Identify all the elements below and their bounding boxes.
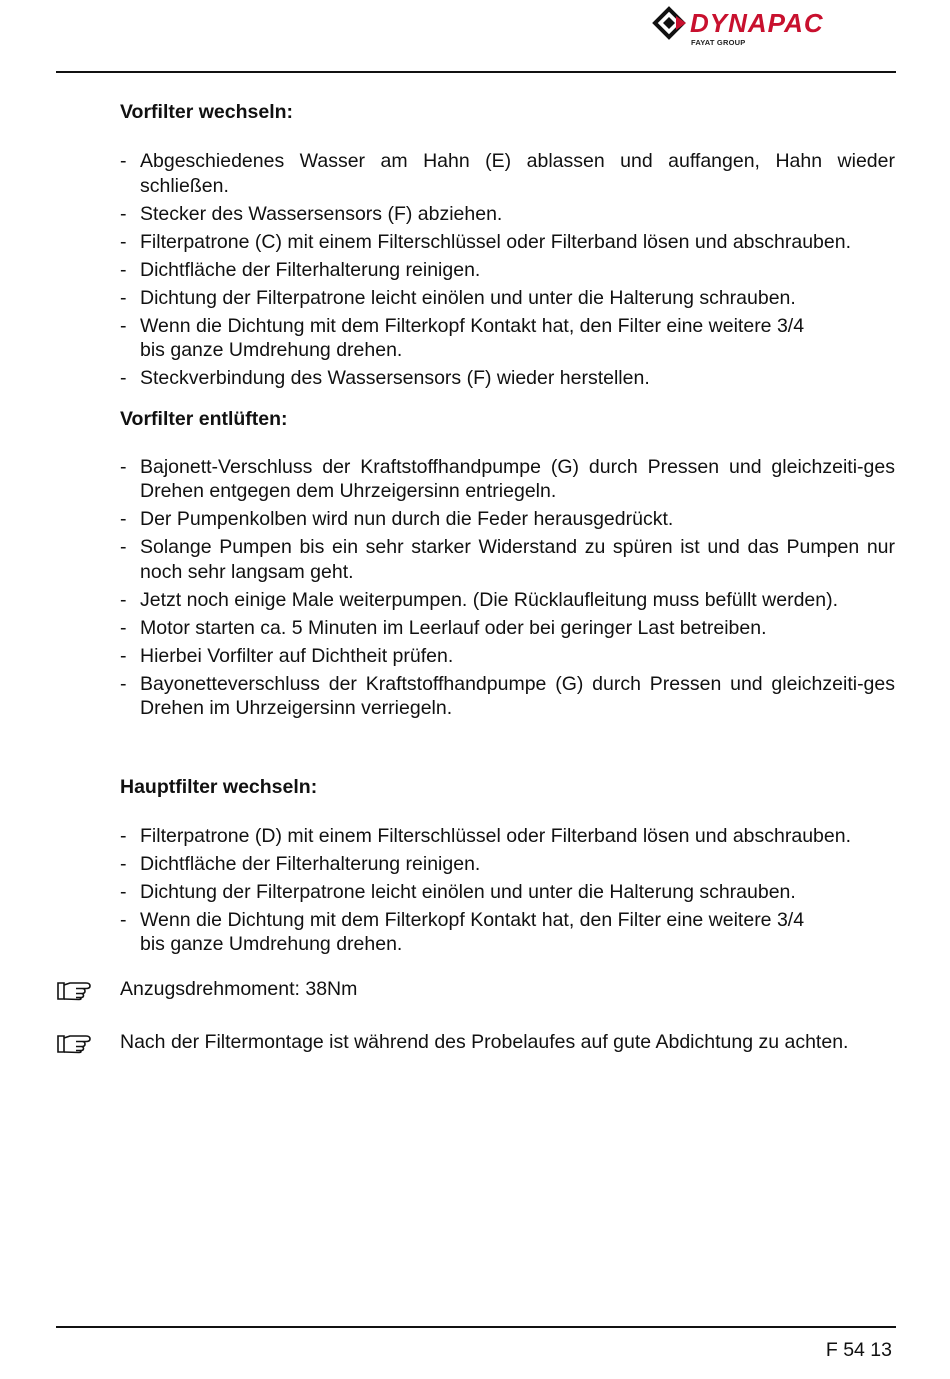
list-item [120,286,895,311]
header-rule [56,71,896,73]
list-item [120,149,895,198]
list-item-text: Dichtfläche der Filterhalterung reinigen. [140,852,481,875]
list-item-text: Motor starten ca. 5 Minuten im Leerlauf oder bei geringer Last betreiben. [140,616,767,639]
list-item-text: Stecker des Wassersensors (F) abziehen. [140,202,503,225]
section-heading-hauptfilter-wechseln: Hauptfilter wechseln: [120,775,318,798]
list-item-text: Der Pumpenkolben wird nun durch die Feder herausgedrückt. [140,508,674,530]
list-item [120,824,895,849]
list-item-text: Dichtfläche der Filterhalterung reinigen. [140,258,481,281]
section-heading-vorfilter-entlueften: Vorfilter entlüften: [120,407,288,430]
list-bullet: - [120,150,127,172]
list-item [120,202,895,227]
list-item [120,644,895,669]
list-item-text: Solange Pumpen bis ein sehr starker Widerstand zu spüren ist und das Pumpen nur noch sehr langsam geht. [140,536,895,583]
list-hauptfilter-wechseln [120,824,895,957]
list-item [120,366,895,391]
pointing-hand-icon [56,979,94,1001]
note-torque [56,977,896,1007]
list-bullet: - [120,880,127,903]
page-content [120,100,895,960]
list-bullet: - [120,286,127,309]
page-number: F 54 13 [825,1339,892,1361]
list-bullet: - [120,908,127,931]
list-bullet: - [120,367,127,389]
list-item-text: Filterpatrone (D) mit einem Filterschlüssel oder Filterband lösen und abschrauben. [140,824,851,847]
list-item-text: Bayonetteverschluss der Kraftstoffhandpumpe (G) durch Pressen und gleichzeiti-ges Drehen im Uhrzeigersinn verriegeln. [140,672,895,719]
note-text: Anzugsdrehmoment: 38Nm [120,978,358,1000]
list-bullet: - [120,616,127,639]
pointing-hand-icon [56,1032,94,1054]
list-bullet: - [120,314,127,337]
list-item [120,455,895,504]
list-bullet: - [120,588,127,611]
list-item [120,852,895,877]
note-sealing [56,1030,896,1060]
list-item [120,535,895,584]
list-item-text: Hierbei Vorfilter auf Dichtheit prüfen. [140,644,454,667]
section-heading-vorfilter-wechseln: Vorfilter wechseln: [120,101,294,123]
list-item-text: Steckverbindung des Wassersensors (F) wieder herstellen. [140,367,650,389]
list-vorfilter-entlueften [120,455,895,721]
list-item-text: Dichtung der Filterpatrone leicht einölen und unter die Halterung schrauben. [140,880,796,903]
list-item [120,880,895,905]
brand-subtitle: FAYAT GROUP [691,38,746,47]
list-bullet: - [120,202,127,225]
list-item [120,314,895,363]
list-item-text: Dichtung der Filterpatrone leicht einölen und unter die Halterung schrauben. [140,286,796,309]
list-bullet: - [120,508,127,530]
list-item [120,908,895,957]
list-item-text: Jetzt noch einige Male weiterpumpen. (Die Rücklaufleitung muss befüllt werden). [140,588,839,611]
list-bullet: - [120,536,127,558]
list-bullet: - [120,455,127,478]
list-item [120,616,895,641]
list-item [120,258,895,283]
list-bullet: - [120,644,127,667]
list-item-text: Wenn die Dichtung mit dem Filterkopf Kontakt hat, den Filter eine weitere 3/4 bis ganze Umdrehung drehen. [140,908,805,955]
list-bullet: - [120,672,127,695]
note-text: Nach der Filtermontage ist während des Probelaufes auf gute Abdichtung zu achten. [120,1031,849,1053]
list-item-text: Bajonett-Verschluss der Kraftstoffhandpumpe (G) durch Pressen und gleichzeiti-ges Drehen entgegen dem Uhrzeigersinn entriegeln. [140,455,895,502]
list-item-text: Abgeschiedenes Wasser am Hahn (E) ablassen und auffangen, Hahn wieder schließen. [140,150,895,197]
dynapac-logo-icon [652,6,690,44]
list-item [120,230,895,255]
list-bullet: - [120,824,127,847]
list-item-text: Wenn die Dichtung mit dem Filterkopf Kontakt hat, den Filter eine weitere 3/4 bis ganze Umdrehung drehen. [140,314,805,361]
list-item [120,672,895,721]
list-vorfilter-wechseln [120,149,895,391]
dynapac-logo [652,6,902,50]
page-header [0,0,950,80]
list-item [120,507,895,532]
list-item-text: Filterpatrone (C) mit einem Filterschlüssel oder Filterband lösen und abschrauben. [140,230,851,253]
brand-name: DYNAPAC [690,8,824,38]
list-bullet: - [120,230,127,253]
footer-rule [56,1326,896,1328]
list-bullet: - [120,258,127,281]
list-bullet: - [120,852,127,875]
list-item [120,588,895,613]
